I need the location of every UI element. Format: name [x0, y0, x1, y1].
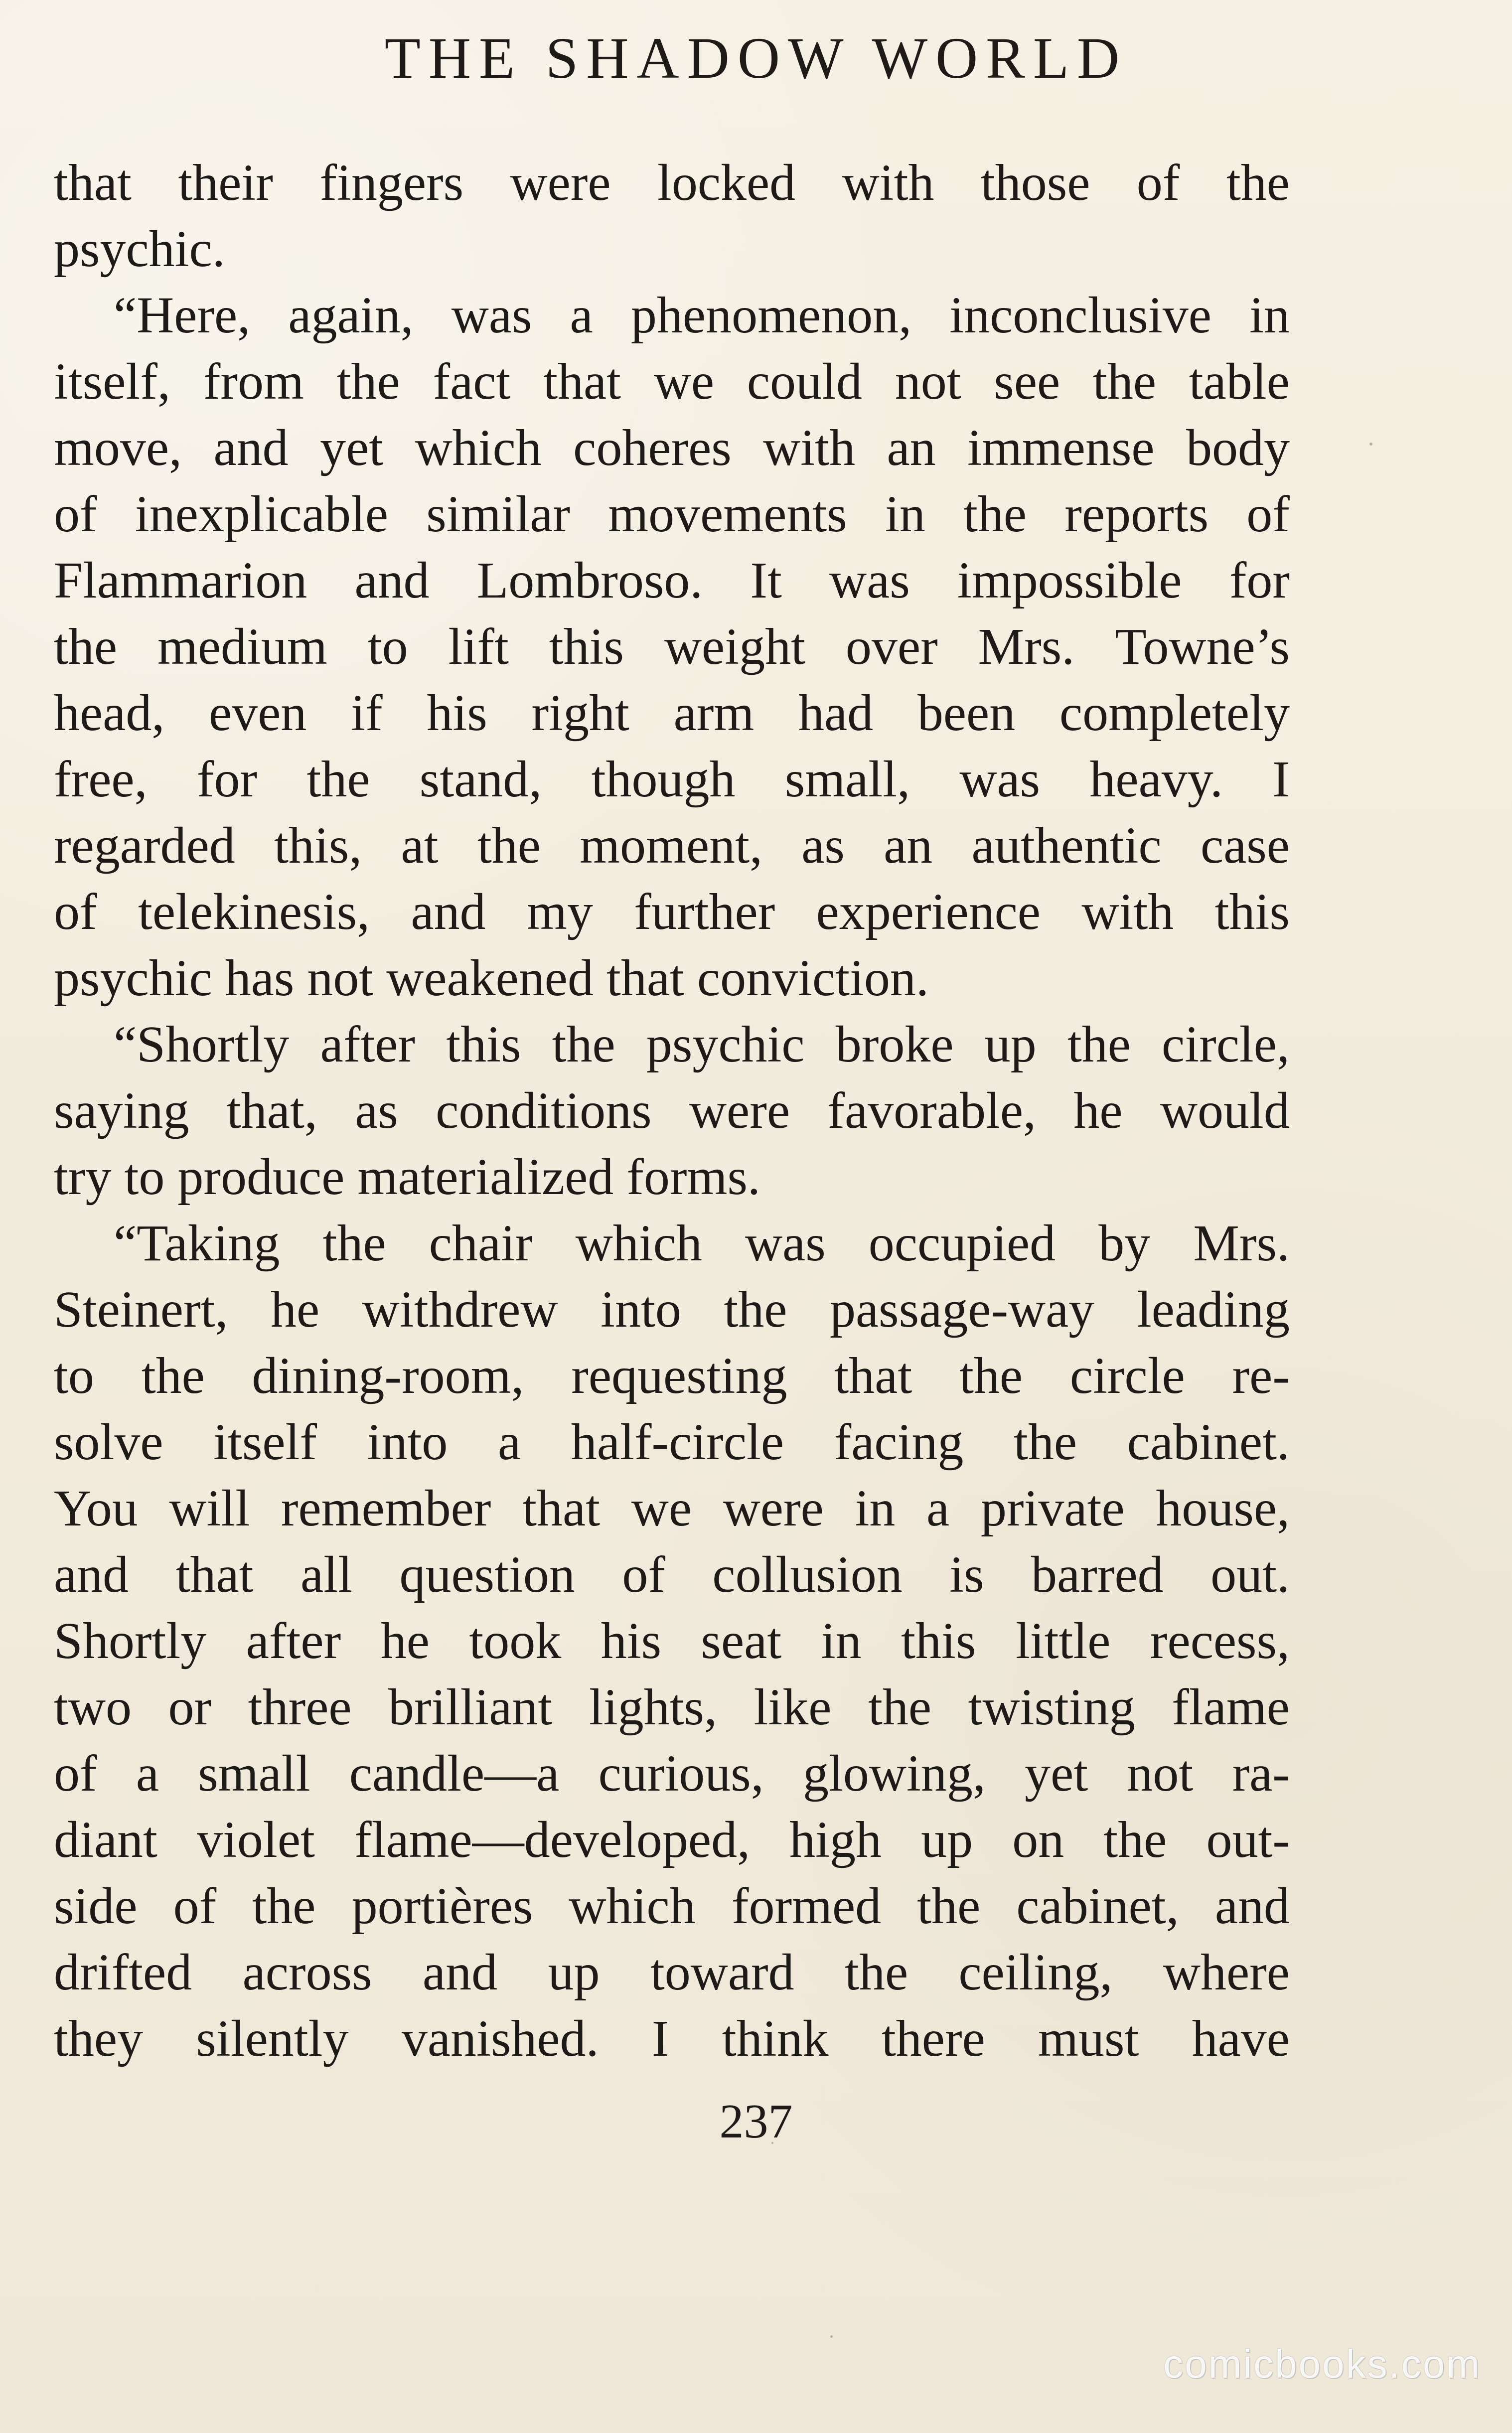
text-line: two or three brilliant lights, like the twisting flame [54, 1678, 1290, 1736]
text-line: You will remember that we were in a private house, [54, 1480, 1290, 1537]
text-line: that their fingers were locked with those of the [54, 154, 1290, 211]
text-line: free, for the stand, though small, was heavy. I [54, 751, 1290, 808]
text-line: Steinert, he withdrew into the passage-way leading [54, 1281, 1290, 1338]
page-number: 237 [719, 2095, 793, 2148]
body-text [54, 150, 1290, 2072]
text-line: Flammarion and Lombroso. It was impossible for [54, 552, 1290, 609]
paper-speck [771, 2142, 773, 2144]
text-line: to the dining-room, requesting that the circle re- [54, 1347, 1290, 1404]
text-line: Shortly after he took his seat in this little recess, [54, 1612, 1290, 1670]
text-line: itself, from the fact that we could not see the table [54, 353, 1290, 410]
text-line: try to produce materialized forms. [54, 1148, 760, 1206]
text-line: of a small candle—a curious, glowing, yet not ra- [54, 1745, 1290, 1802]
text-line: diant violet flame—developed, high up on the out- [54, 1811, 1290, 1868]
text-line: “Here, again, was a phenomenon, inconclusive in [114, 287, 1290, 344]
text-line: psychic has not weakened that conviction. [54, 949, 929, 1007]
text-line: head, even if his right arm had been completely [54, 684, 1290, 742]
watermark: comicbooks.com [1163, 2342, 1481, 2386]
text-line: regarded this, at the moment, as an authentic case [54, 817, 1290, 874]
text-line: drifted across and up toward the ceiling, where [54, 1944, 1290, 2001]
paper-speck [830, 2335, 833, 2338]
text-line: the medium to lift this weight over Mrs. Towne’s [54, 618, 1290, 675]
paper-speck [1369, 443, 1372, 446]
text-line: of telekinesis, and my further experience with this [54, 883, 1290, 940]
text-line: psychic. [54, 220, 225, 278]
running-title: THE SHADOW WORLD [384, 25, 1128, 91]
text-line: of inexplicable similar movements in the reports of [54, 485, 1290, 543]
text-line: and that all question of collusion is barred out. [54, 1546, 1290, 1603]
text-line: “Shortly after this the psychic broke up the circle, [114, 1016, 1290, 1073]
text-line: side of the portières which formed the cabinet, and [54, 1877, 1290, 1935]
text-line: solve itself into a half-circle facing the cabinet. [54, 1413, 1290, 1471]
text-line: move, and yet which coheres with an immense body [54, 419, 1290, 476]
text-line: they silently vanished. I think there must have [54, 2010, 1290, 2067]
text-line: saying that, as conditions were favorable, he would [54, 1082, 1290, 1139]
text-line: “Taking the chair which was occupied by Mrs. [114, 1215, 1290, 1272]
